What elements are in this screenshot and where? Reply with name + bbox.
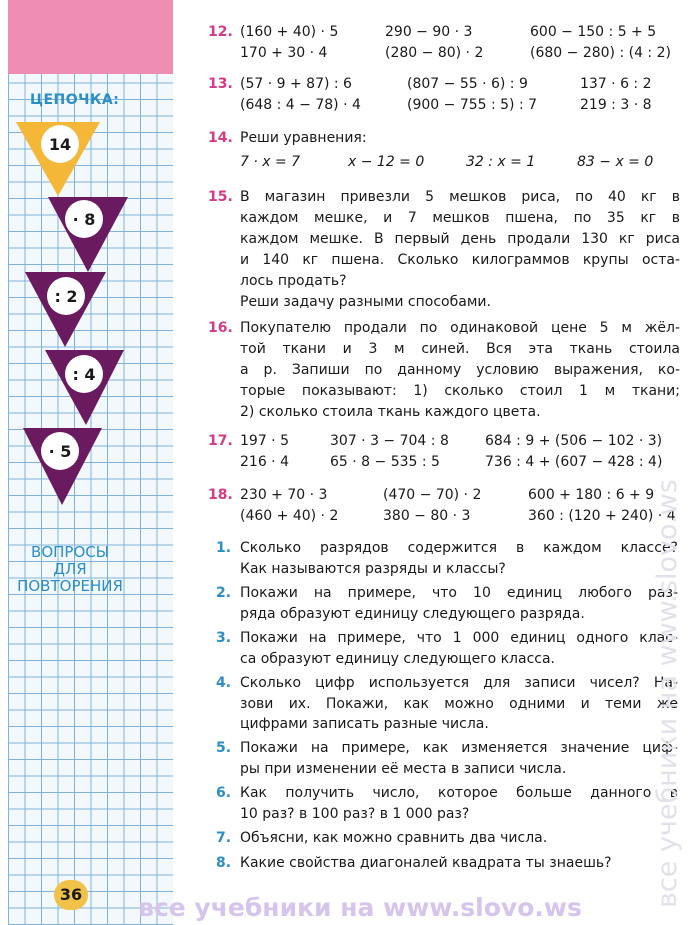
expression: 290 − 90 · 3 [385, 24, 473, 40]
task-15 [208, 187, 680, 313]
chain-title: ЦЕПОЧКА: [30, 92, 120, 108]
expression: 736 : 4 + (607 − 428 : 4) [485, 454, 663, 470]
review-question-8 [208, 853, 678, 874]
chain-value-3: : 2 [54, 287, 78, 306]
question-number: 4. [216, 675, 232, 691]
expression: (280 − 80) · 2 [385, 45, 484, 61]
task-14 [208, 128, 680, 173]
task-number: 12. [208, 24, 233, 40]
expression: 65 · 8 − 535 : 5 [330, 454, 440, 470]
expression: (900 − 755 : 5) : 7 [407, 97, 538, 113]
task-number: 17. [208, 433, 233, 449]
expression: 684 : 9 + (506 − 102 · 3) [485, 433, 663, 449]
text-line: зови их. Покажи, как можно одними и теми же [240, 695, 678, 712]
expression: 216 · 4 [240, 454, 289, 470]
text-line: Покажи на примере, что 1 000 единиц одного клас- [240, 630, 678, 646]
text-line: цифрами записать разные числа. [240, 716, 489, 732]
bottom-watermark: все учебники на www.slovo.ws [138, 893, 582, 922]
page-number: 36 [54, 880, 88, 910]
task-number: 14. [208, 130, 233, 146]
text-line: a р. Запиши по данному условию выражения, ко- [240, 362, 680, 378]
text-line: и 140 кг пшена. Сколько килограммов крупы оста- [240, 252, 680, 268]
question-number: 6. [216, 785, 232, 801]
chain-value-1: 14 [48, 135, 72, 154]
review-question-7 [208, 828, 678, 849]
task-13 [208, 74, 680, 116]
task-number: 13. [208, 76, 233, 92]
review-question-2 [208, 583, 678, 624]
text-line: Сколько разрядов содержится в каждом классе? [240, 540, 678, 556]
equation: 7 · x = 7 [240, 154, 301, 170]
task-18 [208, 485, 680, 527]
expression: 230 + 70 · 3 [240, 487, 328, 503]
question-number: 2. [216, 585, 232, 601]
equation: 32 : x = 1 [466, 154, 536, 170]
expression: 197 · 5 [240, 433, 289, 449]
text-line: Как получить число, которое больше данного в [240, 785, 678, 801]
expression: (460 + 40) · 2 [240, 508, 339, 524]
task-number: 15. [208, 189, 233, 205]
review-question-3 [208, 628, 678, 669]
chain-value-4: : 4 [72, 365, 96, 384]
text-line: каждом мешке. В первый день продали 130 кг риса [240, 231, 680, 247]
text-line: Реши задачу разными способами. [240, 294, 491, 310]
equation: x − 12 = 0 [348, 154, 425, 170]
expression: 307 · 3 − 704 : 8 [330, 433, 449, 449]
text-line: Сколько цифр используется для записи чисел? На- [240, 675, 678, 691]
expression: 137 · 6 : 2 [580, 76, 652, 92]
review-question-6 [208, 783, 678, 824]
review-title-line: ВОПРОСЫ [31, 543, 109, 561]
text-line: 2) сколько стоила ткань каждого цвета. [240, 404, 541, 420]
task-number: 18. [208, 487, 233, 503]
expression: (57 · 9 + 87) : 6 [240, 76, 352, 92]
task-number: 16. [208, 320, 233, 336]
review-questions-title [8, 544, 132, 595]
question-number: 8. [216, 855, 232, 871]
expression: 219 : 3 · 8 [580, 97, 652, 113]
question-number: 1. [216, 540, 232, 556]
question-number: 5. [216, 740, 232, 756]
text-line: Покупателю продали по одинаковой цене 5 м жёл- [240, 320, 680, 336]
expression: (648 : 4 − 78) · 4 [240, 97, 361, 113]
expression: 380 − 80 · 3 [383, 508, 471, 524]
task-17 [208, 431, 680, 473]
text-line: торые показывают: 1) сколько стоил 1 м ткани; [240, 383, 680, 399]
text-line: той ткани и 3 м синей. Вся эта ткань стоила [240, 341, 680, 357]
expression: 360 : (120 + 240) · 4 [528, 508, 676, 524]
text-line: Как называются разряды и классы? [240, 560, 506, 577]
expression: (160 + 40) · 5 [240, 24, 339, 40]
text-line: Объясни, как можно сравнить два числа. [240, 830, 548, 846]
review-question-4 [208, 673, 678, 735]
text-line: В магазин привезли 5 мешков риса, по 40 кг в [240, 189, 680, 205]
task-12 [208, 22, 680, 64]
side-watermark: все учебники на www.slovo.ws [652, 479, 683, 908]
text-line: каждом мешке, и 7 мешков пшена, по 35 кг в [240, 210, 680, 226]
chain-value-5: · 5 [48, 442, 72, 461]
text-line: ряда образуют единицу следующего разряда. [240, 605, 585, 622]
equation: 83 − x = 0 [577, 154, 654, 170]
review-question-1 [208, 538, 678, 579]
text-line: Какие свойства диагоналей квадрата ты знаешь? [240, 855, 612, 871]
text-line: Покажи на примере, что 10 единиц любого раз- [240, 585, 678, 601]
review-title-line: ДЛЯ [53, 560, 87, 578]
expression: 600 − 150 : 5 + 5 [530, 24, 657, 40]
chain-value-2: · 8 [72, 210, 96, 229]
expression: (680 − 280) : (4 : 2) [530, 45, 671, 61]
text-line: ры при изменении её места в записи числа. [240, 760, 567, 777]
expression: (470 − 70) · 2 [383, 487, 482, 503]
text-line: Покажи на примере, как изменяется значение циф- [240, 740, 678, 756]
text-line: 10 раз? в 100 раз? в 1 000 раз? [240, 805, 470, 822]
chain-diagram [0, 0, 175, 520]
expression: 170 + 30 · 4 [240, 45, 328, 61]
task-title: Реши уравнения: [240, 130, 367, 146]
task-16 [208, 318, 680, 423]
expression: 600 + 180 : 6 + 9 [528, 487, 655, 503]
review-question-5 [208, 738, 678, 779]
text-line: са образуют единицу следующего класса. [240, 650, 556, 667]
review-title-line: ПОВТОРЕНИЯ [17, 577, 123, 595]
question-number: 3. [216, 630, 232, 646]
text-line: лось продать? [240, 273, 347, 289]
question-number: 7. [216, 830, 232, 846]
expression: (807 − 55 · 6) : 9 [407, 76, 528, 92]
